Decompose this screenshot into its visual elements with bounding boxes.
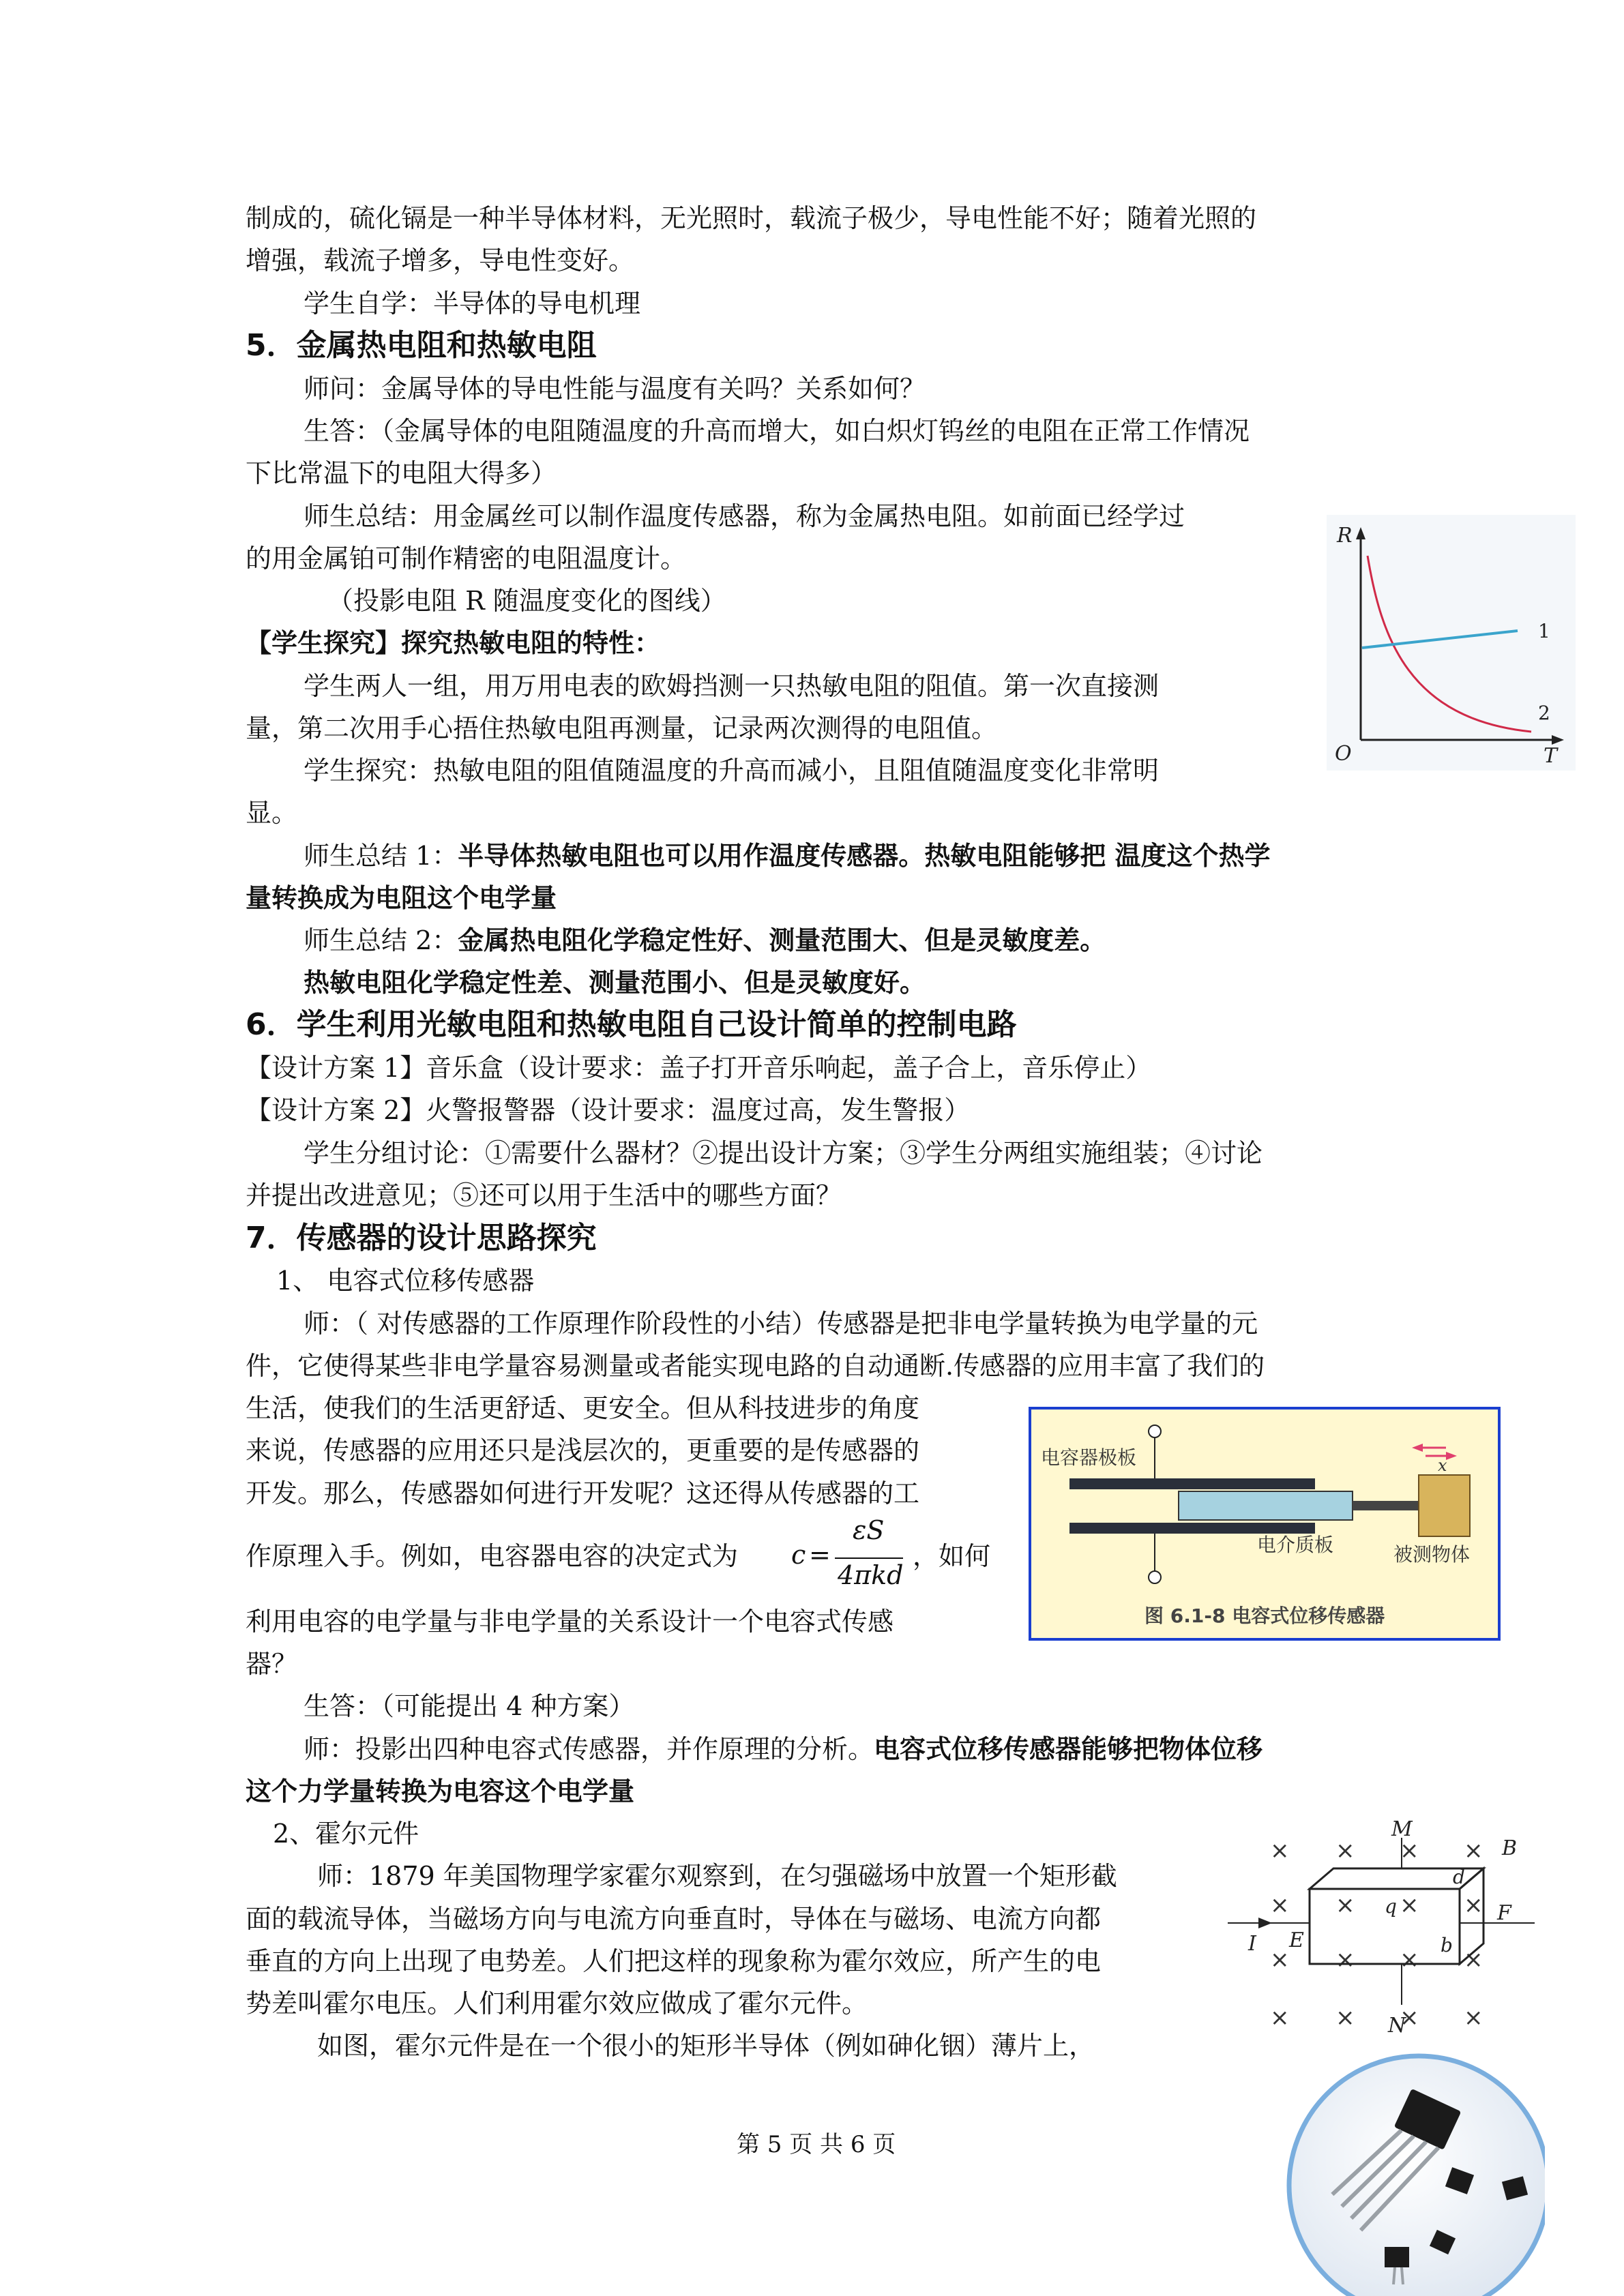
- capacitance-formula: [791, 1515, 907, 1594]
- axis-label-t: T: [1544, 744, 1558, 768]
- text-line: 学生分组讨论：①需要什么器材？②提出设计方案；③学生分两组实施组装；④讨论: [304, 1138, 1263, 1168]
- curve-label-2: 2: [1538, 702, 1550, 724]
- emphasis-line: 量转换成为电阻这个电学量: [246, 882, 557, 913]
- svg-text:×: ×: [1335, 2004, 1355, 2031]
- emphasis-run: 金属热电阻化学稳定性好、测量范围大、但是灵敏度差。: [458, 925, 1106, 955]
- svg-text:×: ×: [1270, 2004, 1290, 2031]
- svg-text:×: ×: [1400, 1892, 1419, 1919]
- page-footer: 第 5 页 共 6 页: [737, 2131, 896, 2158]
- text-line: 学生探究：热敏电阻的阻值随温度的升高而减小，且阻值随温度变化非常明: [304, 756, 1160, 786]
- label-i: I: [1248, 1932, 1256, 1956]
- text-line: 学生两人一组，用万用电表的欧姆挡测一只热敏电阻的阻值。第一次直接测: [304, 671, 1160, 701]
- plate-label: 电容器极板: [1041, 1446, 1137, 1469]
- text-line: 师：（ 对传感器的工作原理作阶段性的小结）传感器是把非电学量转换为电学量的元: [304, 1309, 1258, 1339]
- svg-text:×: ×: [1400, 1837, 1419, 1864]
- text-line: （投影电阻 R 随温度变化的图线）: [327, 586, 726, 616]
- capacitive-sensor-figure: [1029, 1407, 1501, 1641]
- section-heading-5: 5．金属热电阻和热敏电阻: [246, 328, 597, 363]
- formula-numerator: εS: [853, 1515, 885, 1545]
- text-line: [304, 923, 1106, 957]
- text-line: [304, 839, 1271, 873]
- hall-element-photo: [1286, 2049, 1545, 2296]
- label-q: q: [1385, 1895, 1397, 1918]
- emphasis-run: 半导体热敏电阻也可以用作温度传感器。热敏电阻能够把 温度这个热学: [458, 840, 1271, 871]
- figure-caption: 图 6.1-8 电容式位移传感器: [1145, 1605, 1385, 1627]
- text-run: 师：投影出四种电容式传感器，并作原理的分析。: [304, 1734, 874, 1764]
- text-line: 师生总结：用金属丝可以制作温度传感器，称为金属热电阻。如前面已经学过: [304, 501, 1185, 531]
- text-line: ，如何: [913, 1541, 991, 1571]
- svg-text:×: ×: [1270, 1837, 1290, 1864]
- svg-text:×: ×: [1335, 1837, 1355, 1864]
- label-b: B: [1502, 1836, 1518, 1860]
- label-f: F: [1497, 1901, 1511, 1925]
- text-line: 件，它使得某些非电学量容易测量或者能实现电路的自动通断.传感器的应用丰富了我们的: [246, 1351, 1265, 1381]
- label-n: N: [1388, 2014, 1406, 2038]
- label-b-lower: b: [1441, 1934, 1453, 1956]
- text-line: 量，第二次用手心捂住热敏电阻再测量，记录两次测得的电阻值。: [246, 713, 998, 743]
- text-line: 面的载流导体，当磁场方向与电流方向垂直时，导体在与磁场、电流方向都: [246, 1904, 1102, 1934]
- formula-denominator: 4πkd: [838, 1560, 904, 1590]
- text-line: 势差叫霍尔电压。人们利用霍尔效应做成了霍尔元件。: [246, 1988, 868, 2018]
- svg-text:×: ×: [1400, 2004, 1419, 2031]
- text-line: 下比常温下的电阻大得多）: [246, 458, 557, 488]
- text-line: 生活，使我们的生活更舒适、更安全。但从科技进步的角度: [246, 1393, 920, 1423]
- text-line: 显。: [246, 798, 298, 828]
- object-label: 被测物体: [1393, 1543, 1471, 1566]
- text-line: 器？: [246, 1649, 298, 1679]
- origin-label: O: [1335, 742, 1352, 766]
- hall-effect-diagram: [1221, 1821, 1541, 2046]
- emphasis-line: 这个力学量转换为电容这个电学量: [246, 1776, 635, 1806]
- formula-var-c: c: [791, 1540, 806, 1570]
- text-line: 师：1879 年美国物理学家霍尔观察到，在匀强磁场中放置一个矩形截: [317, 1861, 1117, 1891]
- text-line: [304, 1732, 1263, 1766]
- svg-text:×: ×: [1335, 1892, 1355, 1919]
- dielectric-label: 电介质板: [1257, 1534, 1334, 1556]
- curve-label-1: 1: [1538, 620, 1550, 642]
- text-line: 开发。那么，传感器如何进行开发呢？这还得从传感器的工: [246, 1478, 920, 1508]
- emphasis-line: 热敏电阻化学稳定性差、测量范围小、但是灵敏度好。: [304, 967, 926, 998]
- text-line: 垂直的方向上出现了电势差。人们把这样的现象称为霍尔效应，所产生的电: [246, 1946, 1102, 1976]
- text-line: 【设计方案 2】火警报警器（设计要求：温度过高，发生警报）: [246, 1095, 971, 1125]
- subheading: 【学生探究】探究热敏电阻的特性：: [246, 627, 661, 658]
- axis-label-r: R: [1337, 524, 1353, 548]
- text-line: 生答：（金属导体的电阻随温度的升高而增大，如白炽灯钨丝的电阻在正常工作情况: [304, 416, 1250, 446]
- text-line: 并提出改进意见；⑤还可以用于生活中的哪些方面？: [246, 1180, 842, 1210]
- text-line: 的用金属铂可制作精密的电阻温度计。: [246, 543, 687, 573]
- formula-equals: =: [809, 1540, 831, 1570]
- text-run: 师生总结 2：: [304, 925, 458, 955]
- svg-text:×: ×: [1335, 1946, 1355, 1973]
- text-line: 作原理入手。例如，电容器电容的决定式为: [246, 1541, 739, 1571]
- svg-text:×: ×: [1464, 2004, 1483, 2031]
- svg-text:×: ×: [1270, 1946, 1290, 1973]
- label-m: M: [1391, 1821, 1413, 1841]
- text-line: 1、 电容式位移传感器: [276, 1266, 535, 1296]
- svg-text:×: ×: [1464, 1946, 1483, 1973]
- text-line: 学生自学：半导体的导电机理: [304, 288, 641, 318]
- section-heading-7: 7．传感器的设计思路探究: [246, 1221, 597, 1255]
- text-line: 师问：金属导体的导电性能与温度有关吗？关系如何？: [304, 374, 926, 404]
- svg-text:×: ×: [1400, 1946, 1419, 1973]
- x-label: x: [1438, 1456, 1447, 1475]
- text-line: 利用电容的电学量与非电学量的关系设计一个电容式传感: [246, 1607, 894, 1637]
- label-e: E: [1289, 1928, 1304, 1952]
- svg-text:×: ×: [1464, 1892, 1483, 1919]
- text-line: 2、霍尔元件: [273, 1819, 419, 1849]
- text-line: 来说，传感器的应用还只是浅层次的，更重要的是传感器的: [246, 1435, 920, 1465]
- text-line: 如图，霍尔元件是在一个很小的矩形半导体（例如砷化铟）薄片上，: [317, 2031, 1095, 2061]
- svg-text:×: ×: [1270, 1892, 1290, 1919]
- text-line: 【设计方案 1】音乐盒（设计要求：盖子打开音乐响起，盖子合上，音乐停止）: [246, 1053, 1152, 1083]
- text-run: 师生总结 1：: [304, 841, 458, 871]
- svg-text:×: ×: [1464, 1837, 1483, 1864]
- text-line: 生答：（可能提出 4 种方案）: [304, 1691, 635, 1721]
- text-line: 制成的，硫化镉是一种半导体材料，无光照时，载流子极少，导电性能不好；随着光照的: [246, 203, 1257, 233]
- resistance-temperature-graph: [1327, 515, 1576, 771]
- text-line: 增强，载流子增多，导电性变好。: [246, 245, 635, 275]
- fraction-bar: [835, 1557, 903, 1559]
- label-d: d: [1453, 1866, 1465, 1888]
- emphasis-run: 电容式位移传感器能够把物体位移: [874, 1733, 1263, 1764]
- section-heading-6: 6．学生利用光敏电阻和热敏电阻自己设计简单的控制电路: [246, 1007, 1017, 1042]
